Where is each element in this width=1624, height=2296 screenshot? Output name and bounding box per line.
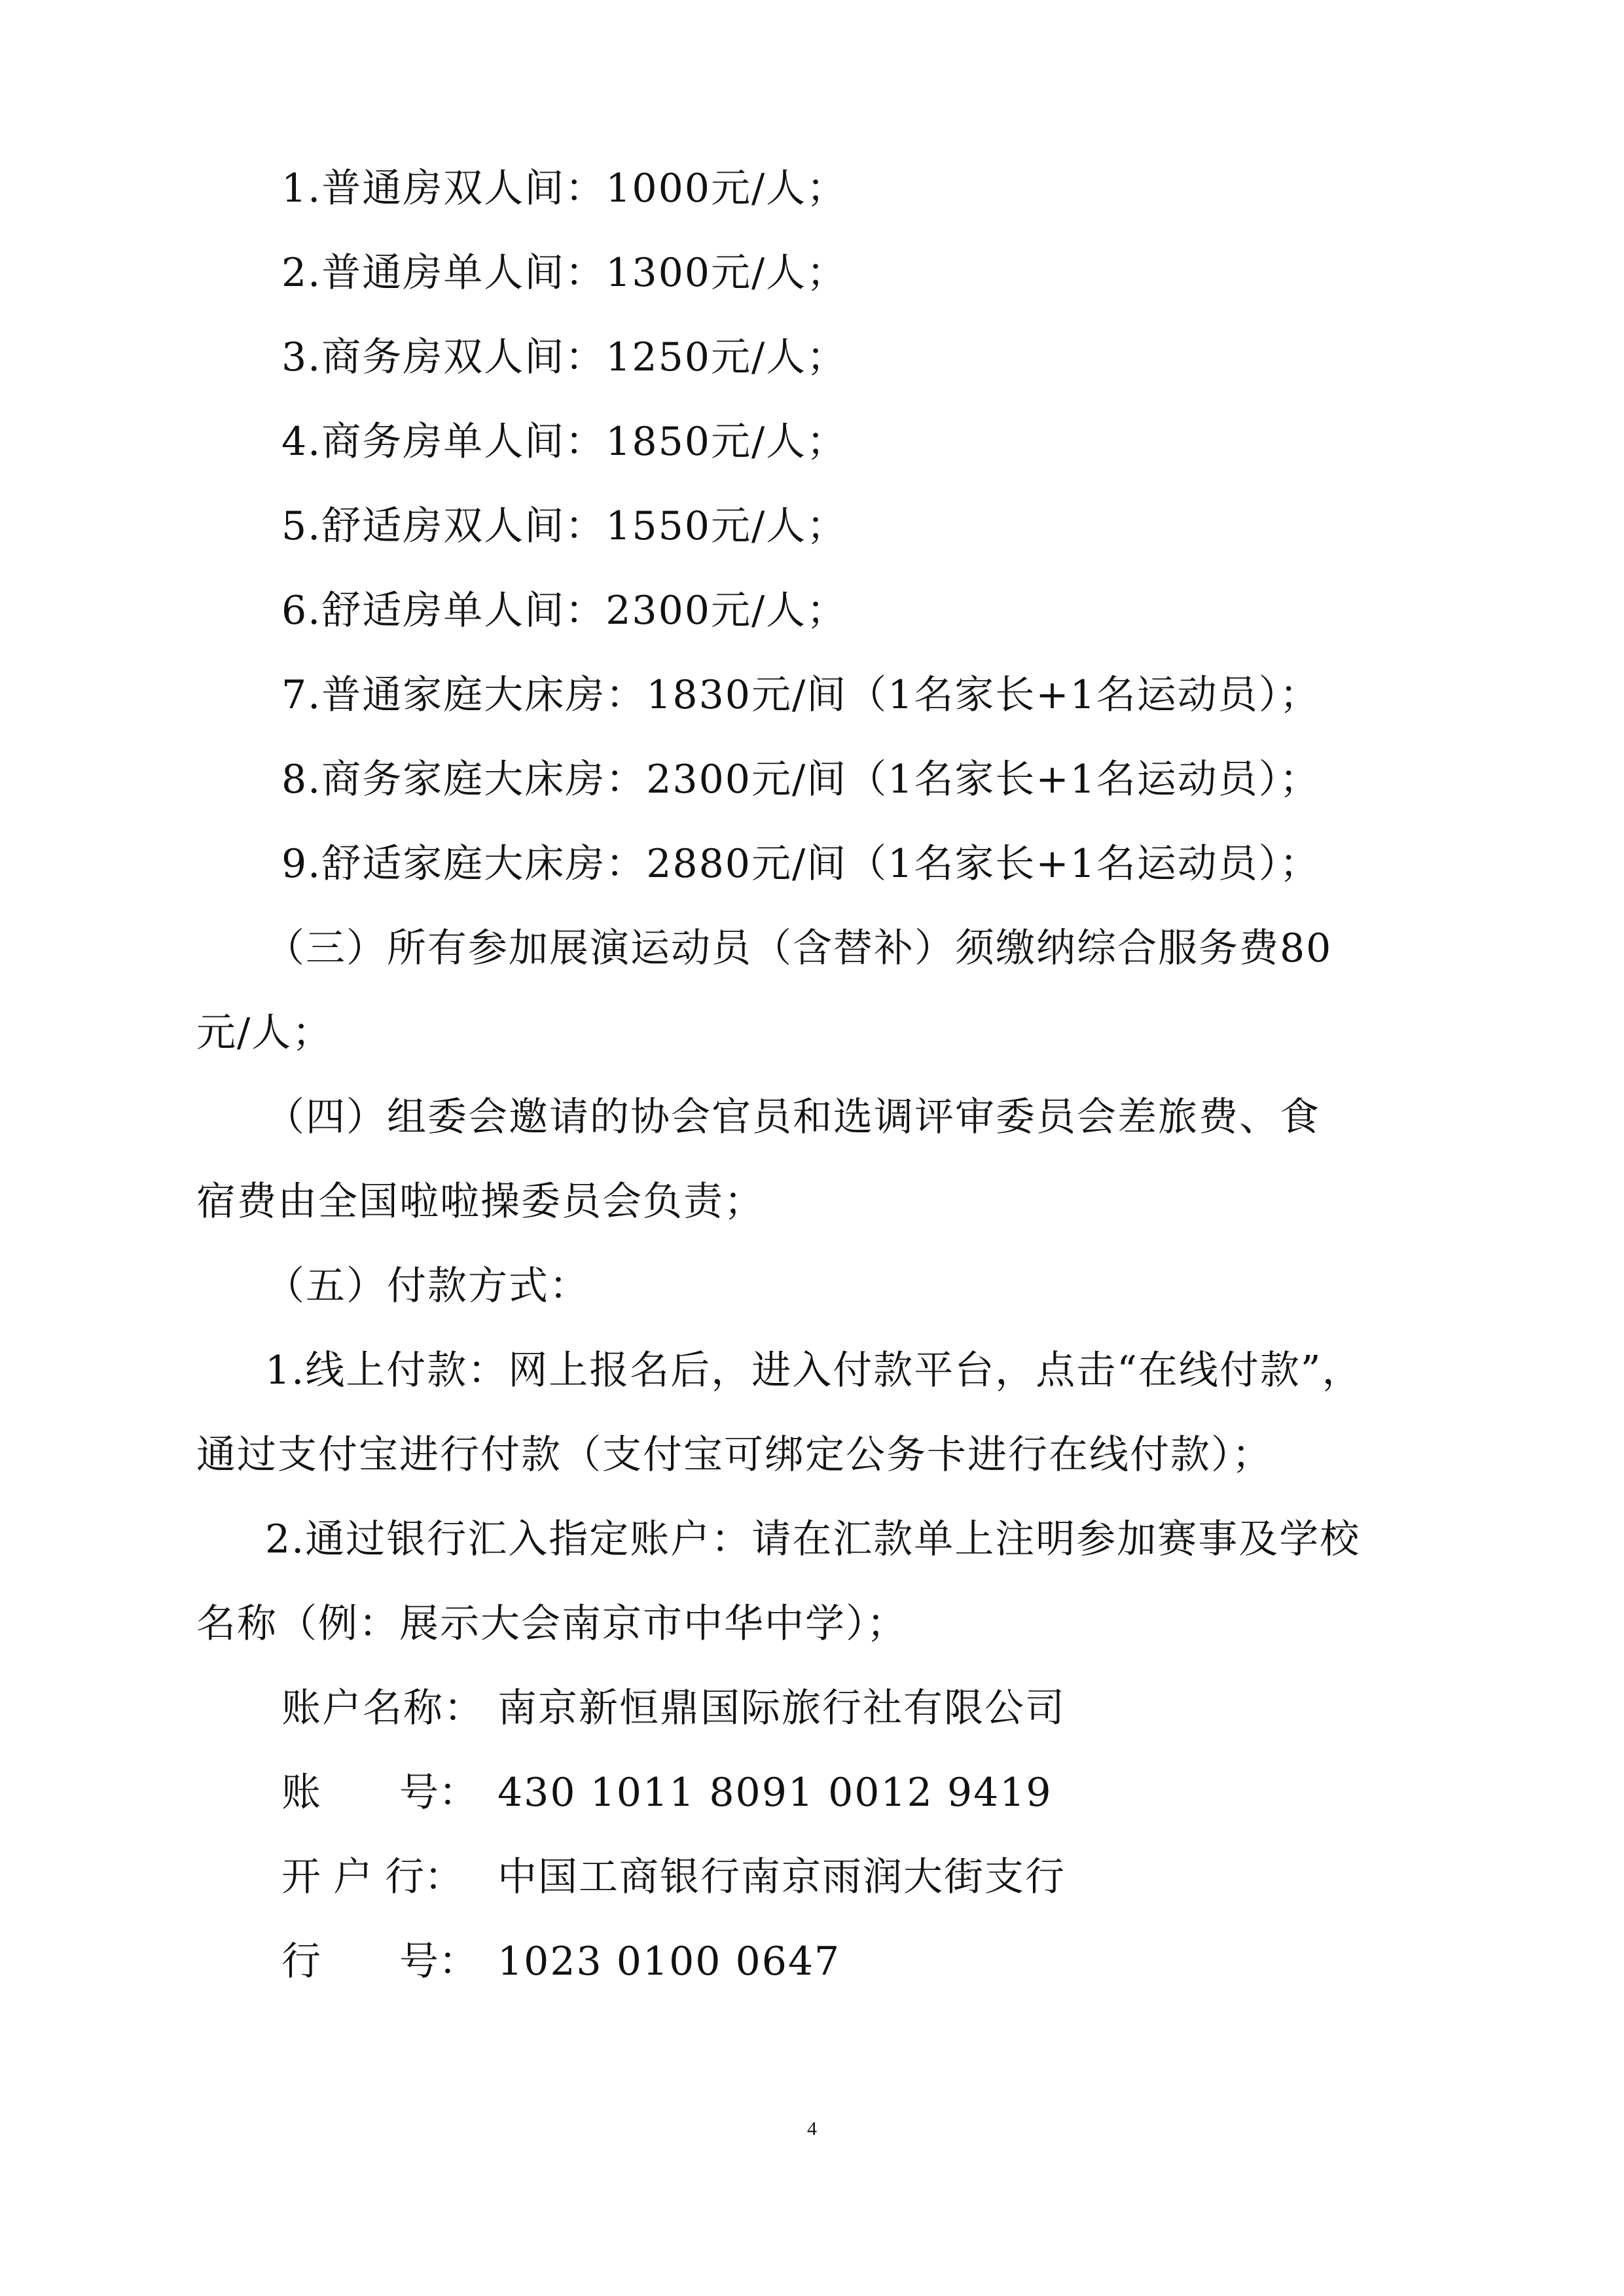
room-price-line: 2.普通房单人间：1300元/人； bbox=[281, 250, 848, 296]
page-number: 4 bbox=[807, 2118, 817, 2140]
room-price-line: 5.舒适房双人间：1550元/人； bbox=[281, 503, 848, 549]
account-number-row bbox=[281, 1769, 1053, 1816]
online-payment-line-cont: 通过支付宝进行付款（支付宝可绑定公务卡进行在线付款）； bbox=[196, 1432, 1272, 1478]
account-number-value: 430 1011 8091 0012 9419 bbox=[497, 1770, 1053, 1816]
opening-bank-row bbox=[281, 1854, 1066, 1901]
opening-bank-label: 开 户 行： bbox=[281, 1854, 464, 1900]
room-price-line: 3.商务房双人间：1250元/人； bbox=[281, 334, 848, 380]
service-fee-line: （三）所有参加展演运动员（含替补）须缴纳综合服务费80 bbox=[265, 925, 1333, 971]
room-price-line: 6.舒适房单人间：2300元/人； bbox=[281, 588, 848, 634]
service-fee-line-cont: 元/人； bbox=[196, 1010, 333, 1056]
officials-expense-line-cont: 宿费由全国啦啦操委员会负责； bbox=[196, 1179, 765, 1225]
room-price-line: 1.普通房双人间：1000元/人； bbox=[281, 166, 848, 211]
payment-method-heading: （五）付款方式： bbox=[265, 1263, 590, 1309]
account-name-value: 南京新恒鼎国际旅行社有限公司 bbox=[497, 1685, 1066, 1731]
account-name-row bbox=[281, 1685, 1066, 1732]
room-price-line: 4.商务房单人间：1850元/人； bbox=[281, 419, 848, 465]
room-price-line: 8.商务家庭大床房：2300元/间（1名家长+1名运动员）； bbox=[281, 757, 1320, 802]
account-name-label: 账户名称： bbox=[281, 1685, 484, 1731]
bank-transfer-line-cont: 名称（例：展示大会南京市中华中学）； bbox=[196, 1601, 907, 1647]
bank-code-row bbox=[281, 1938, 840, 1985]
bank-code-value: 1023 0100 0647 bbox=[497, 1939, 841, 1984]
room-price-line: 9.舒适家庭大床房：2880元/间（1名家长+1名运动员）； bbox=[281, 841, 1320, 887]
bank-transfer-line: 2.通过银行汇入指定账户：请在汇款单上注明参加赛事及学校 bbox=[265, 1516, 1361, 1562]
bank-code-label: 行 号： bbox=[281, 1939, 478, 1984]
room-price-line: 7.普通家庭大床房：1830元/间（1名家长+1名运动员）； bbox=[281, 672, 1320, 718]
online-payment-line: 1.线上付款：网上报名后，进入付款平台，点击“在线付款”， bbox=[265, 1348, 1363, 1393]
officials-expense-line: （四）组委会邀请的协会官员和选调评审委员会差旅费、食 bbox=[265, 1094, 1320, 1140]
opening-bank-value: 中国工商银行南京雨润大街支行 bbox=[497, 1854, 1066, 1900]
account-number-label: 账 号： bbox=[281, 1770, 478, 1816]
